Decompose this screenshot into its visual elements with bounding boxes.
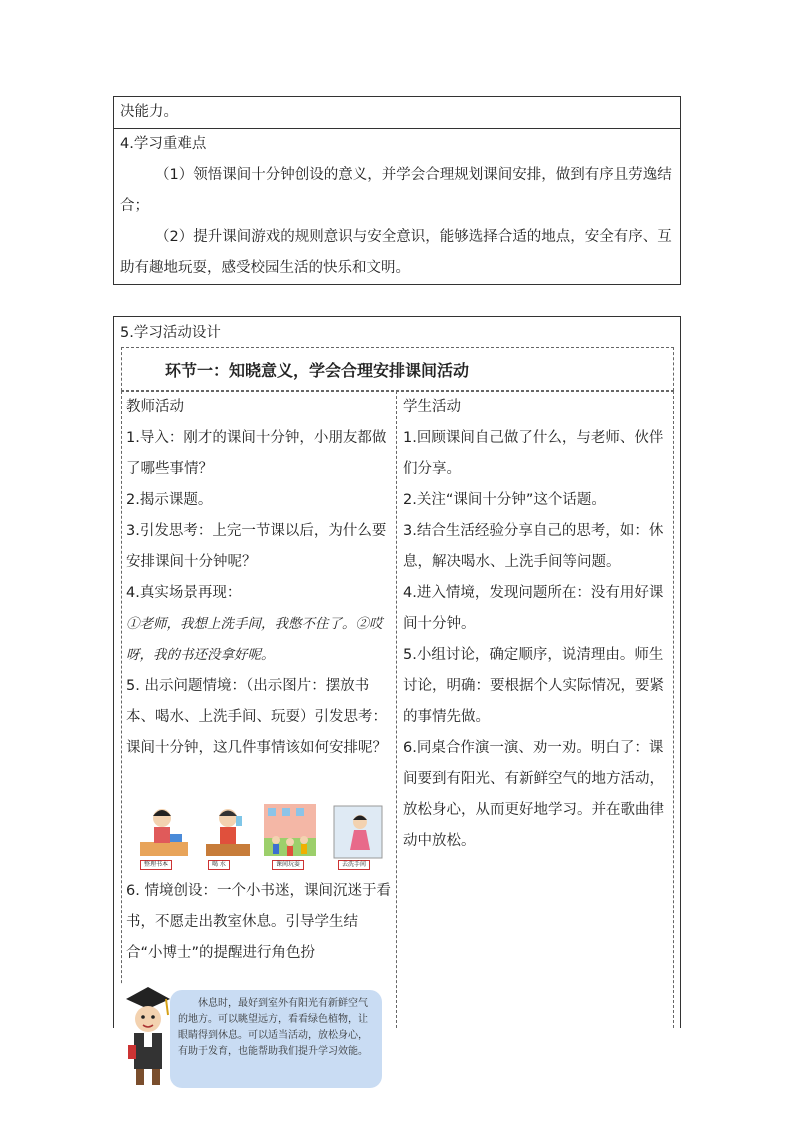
tip-text: 休息时，最好到室外有阳光有新鲜空气的地方。可以眺望远方，看看绿色植物，让眼睛得到休息。可以适当活动，放松身心，有助于发育，也能帮助我们提升学习效能。 xyxy=(178,998,368,1057)
student-item-1: 1.回顾课间自己做了什么，与老师、伙伴们分享。 xyxy=(403,430,664,477)
caption-recess-play: 课间玩耍 xyxy=(272,860,304,870)
caption-drink-water: 喝 水 xyxy=(208,860,230,870)
caption-organize-books: 整理书本 xyxy=(140,860,172,870)
student-item-2: 2.关注“课间十分钟”这个话题。 xyxy=(403,492,606,508)
doctor-cartoon-icon xyxy=(122,985,174,1089)
student-item-5: 5.小组讨论，确定顺序，说清理由。师生讨论，明确：要根据个人实际情况，要紧的事情先做。 xyxy=(403,647,664,725)
situation-pictures xyxy=(122,800,394,876)
teacher-item-5: 5. 出示问题情境：（出示图片：摆放书本、喝水、上洗手间、玩耍）引发思考：课间十分钟，这几件事情该如何安排呢？ xyxy=(126,678,387,756)
stage-title: 环节一：知晓意义，学会合理安排课间活动 xyxy=(165,361,470,380)
focus-item-2: （2）提升课间游戏的规则意识与安全意识，能够选择合适的地点，安全有序、互助有趣地玩耍，感受校园生活的快乐和文明。 xyxy=(120,229,672,276)
continuation-text: 决能力。 xyxy=(120,104,178,120)
student-item-3: 3.结合生活经验分享自己的思考，如：休息，解决喝水、上洗手间等问题。 xyxy=(403,523,664,570)
teacher-item-2: 2.揭示课题。 xyxy=(126,492,213,508)
caption-restroom: 去洗手间 xyxy=(338,860,370,870)
student-item-4: 4.进入情境，发现问题所在：没有用好课间十分钟。 xyxy=(403,585,664,632)
teacher-item-3: 3.引发思考：上完一节课以后，为什么要安排课间十分钟呢？ xyxy=(126,523,387,570)
student-item-6: 6.同桌合作演一演、劝一劝。明白了：课间要到有阳光、有新鲜空气的地方活动，放松身心，从而更好地学习。并在歌曲律动中放松。 xyxy=(403,740,664,849)
teacher-item-4: 4.真实场景再现： xyxy=(126,585,242,601)
teacher-item-quote: ①老师，我想上洗手间，我憋不住了。②哎呀，我的书还没拿好呢。 xyxy=(126,616,383,663)
student-column-header: 学生活动 xyxy=(403,399,461,415)
activity-heading: 5.学习活动设计 xyxy=(120,325,221,341)
teacher-item-1: 1.导入：刚才的课间十分钟，小朋友都做了哪些事情？ xyxy=(126,430,387,477)
focus-heading: 4.学习重难点 xyxy=(120,136,207,152)
column-divider xyxy=(396,391,397,1028)
teacher-column-header: 教师活动 xyxy=(126,399,184,415)
focus-item-1: （1）领悟课间十分钟创设的意义，并学会合理规划课间安排，做到有序且劳逸结合； xyxy=(120,167,672,214)
teacher-item-6: 6. 情境创设：一个小书迷，课间沉迷于看书，不愿走出教室休息。引导学生结合“小博士”的提醒进行角色扮 xyxy=(126,883,391,961)
